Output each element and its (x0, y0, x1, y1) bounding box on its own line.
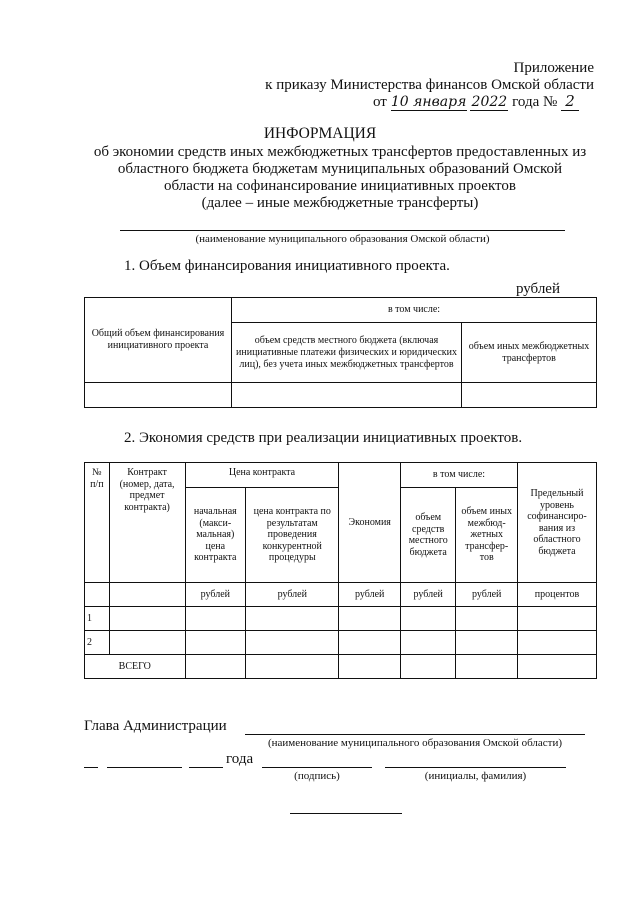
section1-unit: рублей (515, 281, 560, 297)
row-cell[interactable] (456, 631, 518, 655)
total-financing-cell[interactable] (85, 383, 232, 408)
local-budget-cell[interactable] (232, 383, 462, 408)
table-row (85, 631, 597, 655)
row-cell[interactable] (401, 607, 456, 631)
col-limit-header: Предельный уровень софинансиро-вания из областного бюджета (517, 463, 596, 583)
row-cell[interactable] (109, 607, 185, 631)
local-budget-header: объем средств местного бюджета (включая инициативные платежи физических и юридических лиц), без учета иных межбюджетных трансфертов (232, 323, 462, 383)
other-transfers-header: объем иных межбюджетных трансфертов (462, 323, 597, 383)
head-name-line[interactable] (245, 734, 585, 735)
total-cell[interactable] (246, 655, 339, 679)
total-row (85, 655, 597, 679)
table-row (85, 607, 597, 631)
document-title: ИНФОРМАЦИЯ (263, 125, 377, 142)
title-line-4: (далее – иные межбюджетные трансферты) (201, 195, 479, 211)
unit-economy: рублей (339, 583, 401, 607)
unit-limit: процентов (517, 583, 596, 607)
other-transfers-cell[interactable] (462, 383, 597, 408)
total-cell[interactable] (401, 655, 456, 679)
title-line-1: об экономии средств иных межбюджетных трансфертов предоставленных из (93, 144, 587, 160)
title-line-3: области на софинансирование инициативных проектов (164, 178, 516, 194)
incl-header: в том числе: (232, 298, 597, 323)
unit-cell-empty-no (85, 583, 110, 607)
row-number: 1 (85, 607, 110, 631)
head-label: Глава Администрации (84, 718, 227, 734)
row-cell[interactable] (109, 631, 185, 655)
row-cell[interactable] (401, 631, 456, 655)
total-financing-header: Общий объем финансирования инициативного проекта (85, 298, 232, 383)
col-initial-price-header: начальная (макси-мальная) цена контракта (185, 488, 246, 583)
signature-line[interactable] (262, 767, 372, 768)
col-no-header: № п/п (85, 463, 110, 583)
economy-table (84, 462, 597, 679)
number-sign: № (543, 94, 558, 110)
title-line-2: областного бюджета бюджетам муниципальных образований Омской (117, 161, 563, 177)
col-economy-header: Экономия (339, 463, 401, 583)
row-cell[interactable] (339, 607, 401, 631)
col-incl-header: в том числе: (401, 463, 518, 488)
unit-initial-price: рублей (185, 583, 246, 607)
row-cell[interactable] (185, 631, 246, 655)
municipality-caption: (наименование муниципального образования Омской области) (195, 233, 490, 245)
municipality-line (120, 230, 565, 231)
total-cell[interactable] (339, 655, 401, 679)
col-other-header: объем иных межбюд-жетных трансфер-тов (456, 488, 518, 583)
row-cell[interactable] (246, 607, 339, 631)
financing-table (84, 297, 597, 408)
order-reference: к приказу Министерства финансов Омской области (265, 77, 594, 93)
date-year-line[interactable] (189, 767, 223, 768)
order-date-line (373, 92, 579, 111)
date-day-month: 10 января (390, 94, 467, 110)
col-contract-header: Контракт (номер, дата, предмет контракта) (109, 463, 185, 583)
date-year: 2022 (471, 94, 508, 110)
row-cell[interactable] (517, 607, 596, 631)
col-result-price-header: цена контракта по результатам проведения конкурентной процедуры (246, 488, 339, 583)
row-number: 2 (85, 631, 110, 655)
row-cell[interactable] (456, 607, 518, 631)
date-month-line[interactable] (107, 767, 182, 768)
row-cell[interactable] (185, 607, 246, 631)
sign-caption: (подпись) (294, 770, 340, 782)
total-cell[interactable] (456, 655, 518, 679)
sign-year-word: года (226, 751, 254, 767)
total-label: ВСЕГО (85, 655, 186, 679)
appendix-label: Приложение (513, 60, 594, 76)
date-prefix: от (373, 94, 387, 110)
date-day-line[interactable] (84, 767, 98, 768)
name-line[interactable] (385, 767, 566, 768)
section2-heading: 2. Экономия средств при реализации инициативных проектов. (124, 430, 523, 446)
total-cell[interactable] (185, 655, 246, 679)
total-cell[interactable] (517, 655, 596, 679)
name-caption: (инициалы, фамилия) (424, 770, 527, 782)
unit-cell-empty-contract (109, 583, 185, 607)
bottom-separator (290, 813, 402, 814)
unit-other: рублей (456, 583, 518, 607)
order-number: 2 (561, 92, 579, 111)
col-price-header: Цена контракта (185, 463, 339, 488)
row-cell[interactable] (246, 631, 339, 655)
head-caption: (наименование муниципального образования Омской области) (267, 737, 563, 749)
unit-local: рублей (401, 583, 456, 607)
unit-result-price: рублей (246, 583, 339, 607)
section1-heading: 1. Объем финансирования инициативного проекта. (124, 258, 450, 274)
col-local-header: объем средств местного бюджета (401, 488, 456, 583)
row-cell[interactable] (517, 631, 596, 655)
year-word: года (512, 94, 540, 110)
row-cell[interactable] (339, 631, 401, 655)
